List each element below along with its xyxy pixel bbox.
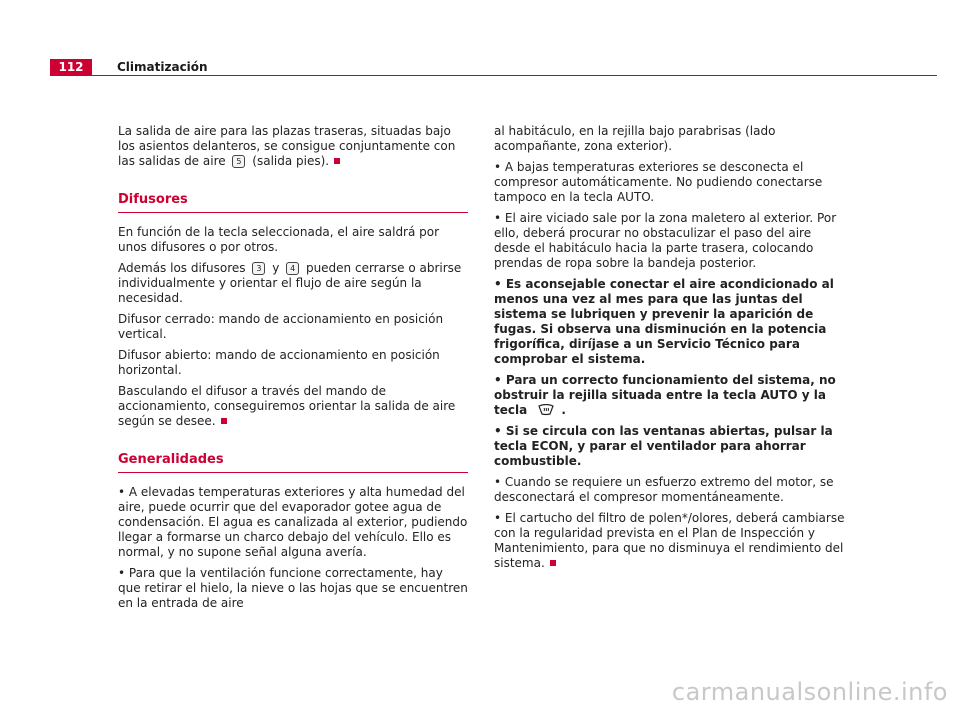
difusores-p4: Difusor abierto: mando de accionamiento en posición horizontal. <box>118 348 440 377</box>
defrost-icon <box>537 404 555 416</box>
right-p6-bold: • Si se circula con las ventanas abiertas, pulsar la tecla ECON, y parar el ventilador para ahorrar combustible. <box>494 424 833 468</box>
right-p3: • El aire viciado sale por la zona maletero al exterior. Por ello, deberá procurar no obstaculizar el paso del aire desde el habitáculo hacia la parte trasera, colocando prendas de ropa sobre la bandeja posterior. <box>494 211 837 270</box>
section-heading-difusores: Difusores <box>118 191 468 213</box>
right-p1: al habitáculo, en la rejilla bajo parabrisas (lado acompañante, zona exterior). <box>494 124 776 153</box>
end-mark-icon <box>221 418 227 424</box>
difusores-p2-mid: y <box>272 261 280 275</box>
intro-text-before: La salida de aire para las plazas traseras, situadas bajo los asientos delanteros, se consigue conjuntamente con las salidas de aire <box>118 124 456 168</box>
watermark: carmanualsonline.info <box>671 678 948 706</box>
right-p4-bold: • Es aconsejable conectar el aire acondicionado al menos una vez al mes para que las juntas del sistema se lubriquen y prevenir la aparición de fugas. Si observa una disminución en la potencia frigorífica, diríjase a un Servicio Técnico para comprobar el sistema. <box>494 277 834 366</box>
intro-text-after: (salida pies). <box>252 154 330 168</box>
difusores-p5 <box>118 384 468 429</box>
right-p2: • A bajas temperaturas exteriores se desconecta el compresor automáticamente. No pudiendo conectarse tampoco en la tecla AUTO. <box>494 160 823 204</box>
difusores-p2 <box>118 261 468 306</box>
page-number: 112 <box>50 59 92 76</box>
right-p7: • Cuando se requiere un esfuerzo extremo del motor, se desconectará el compresor momentáneamente. <box>494 475 834 504</box>
end-mark-icon <box>334 158 340 164</box>
right-p5-bold <box>494 373 846 418</box>
reference-badge-3: 3 <box>252 262 265 275</box>
generalidades-p2: • Para que la ventilación funcione correctamente, hay que retirar el hielo, la nieve o las hojas que se encuentren en la entrada de aire <box>118 566 468 610</box>
end-mark-icon <box>550 560 556 566</box>
generalidades-p1: • A elevadas temperaturas exteriores y alta humedad del aire, puede ocurrir que del evaporador gotee agua de condensación. El agua es canalizada al exterior, pudiendo llegar a formarse un charco debajo del vehículo. Ello es normal, y no supone señal alguna avería. <box>118 485 468 559</box>
difusores-p2-start: Además los difusores <box>118 261 246 275</box>
section-heading-generalidades: Generalidades <box>118 451 468 473</box>
right-column <box>494 124 846 577</box>
reference-badge-4: 4 <box>286 262 299 275</box>
reference-badge-5: 5 <box>232 155 245 168</box>
chapter-title: Climatización <box>117 60 208 74</box>
difusores-p2-end: pueden cerrarse o abrirse individualmente y orientar el flujo de aire según la necesidad. <box>118 261 462 305</box>
difusores-p5-text: Basculando el difusor a través del mando de accionamiento, conseguiremos orientar la salida de aire según se desee. <box>118 384 456 428</box>
intro-paragraph <box>118 124 468 169</box>
difusores-p3: Difusor cerrado: mando de accionamiento en posición vertical. <box>118 312 444 341</box>
right-p5-end: . <box>561 403 566 417</box>
right-p5-text: • Para un correcto funcionamiento del sistema, no obstruir la rejilla situada entre la tecla AUTO y la tecla <box>494 373 836 417</box>
right-p8-text: • El cartucho del filtro de polen*/olores, deberá cambiarse con la regularidad prevista en el Plan de Inspección y Mantenimiento, para que no disminuya el rendimiento del sistema. <box>494 511 845 570</box>
left-column <box>118 124 468 617</box>
difusores-p1: En función de la tecla seleccionada, el aire saldrá por unos difusores o por otros. <box>118 225 440 254</box>
right-p8 <box>494 511 846 571</box>
